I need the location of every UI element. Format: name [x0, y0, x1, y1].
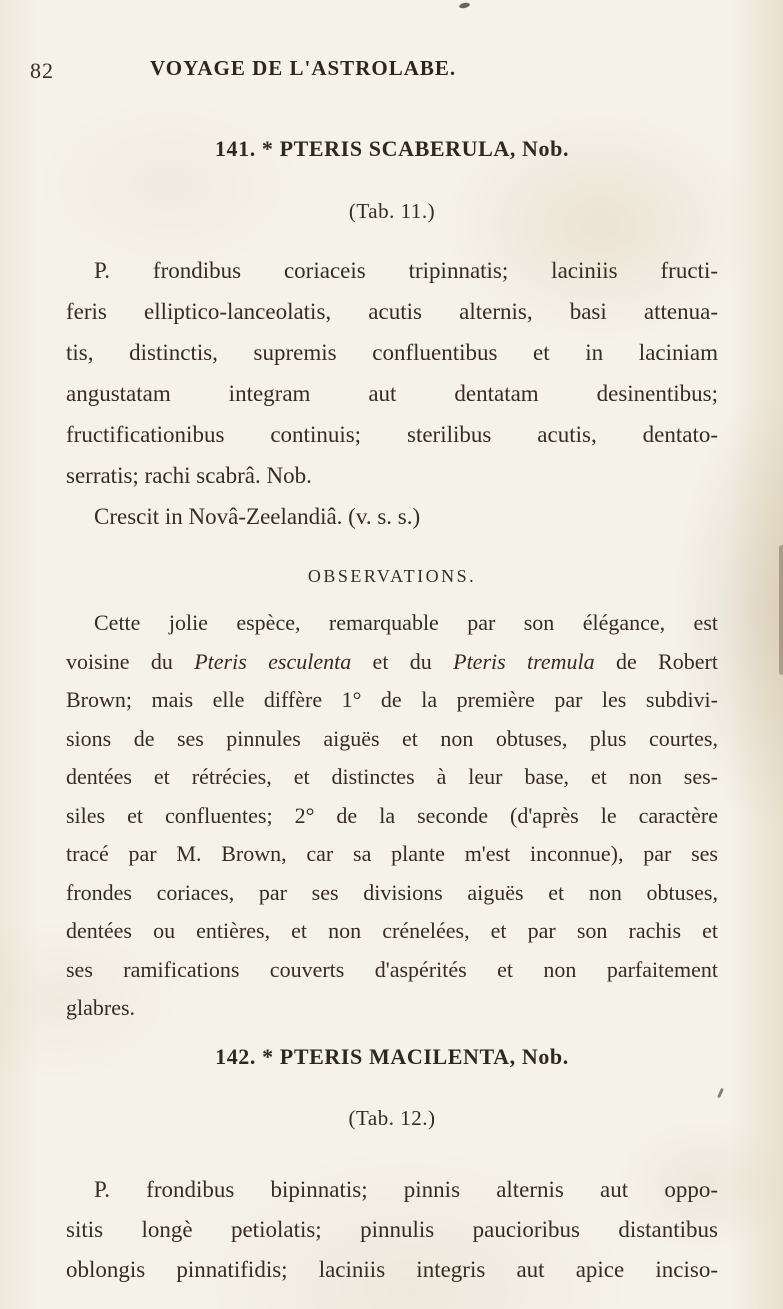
text-line [66, 643, 718, 682]
paper-speck [459, 2, 471, 9]
text-line: siles et confluentes; 2° de la seconde (d'après le caractère [66, 802, 718, 828]
species-141-heading: 141. * PTERIS SCABERULA, Nob. [214, 136, 570, 161]
running-header [0, 56, 783, 88]
species-142-heading: 142. * PTERIS MACILENTA, Nob. [215, 1044, 569, 1069]
text-line: feris elliptico-lanceolatis, acutis alternis, basi attenua- [66, 299, 718, 324]
species-name-italic: Pteris esculenta [194, 648, 352, 674]
text-line: P. frondibus coriaceis tripinnatis; laciniis fructi- [94, 258, 718, 283]
scan-edge-shadow [779, 545, 783, 675]
text-line: frondes coriaces, par ses divisions aiguës et non obtuses, [66, 879, 718, 905]
species-name-italic: Pteris tremula [453, 648, 595, 674]
species-141-plate-ref: (Tab. 11.) [348, 199, 436, 223]
observations-paragraph [66, 604, 718, 1028]
text-line: glabres. [66, 995, 136, 1020]
text-line: Brown; mais elle diffère 1° de la première par les subdivi- [66, 687, 718, 712]
species-142-plate-ref: (Tab. 12.) [348, 1106, 436, 1130]
text-line: dentées ou entières, et non crénelées, et par son rachis et [66, 918, 718, 943]
species-142-description [66, 1170, 718, 1290]
observations-heading: OBSERVATIONS. [307, 566, 477, 586]
text-line: oblongis pinnatifidis; laciniis integris aut apice inciso- [66, 1257, 718, 1282]
text-line: serratis; rachi scabrâ. Nob. [66, 463, 312, 488]
text-segment: voisine du [66, 648, 195, 674]
text-line: sitis longè petiolatis; pinnulis paucioribus distantibus [66, 1217, 718, 1242]
text-line: Cette jolie espèce, remarquable par son élégance, est [94, 610, 718, 635]
text-line: dentées et rétrécies, et distinctes à leur base, et non ses- [66, 764, 718, 789]
species-141-description [66, 250, 718, 537]
text-line: P. frondibus bipinnatis; pinnis alternis aut oppo- [94, 1177, 718, 1202]
text-line: sions de ses pinnules aiguës et non obtuses, plus courtes, [66, 725, 718, 751]
text-line: angustatam integram aut dentatam desinentibus; [66, 381, 718, 406]
page-number: 82 [30, 58, 54, 83]
text-segment: et du [351, 648, 454, 674]
paper-tick-mark [717, 1088, 724, 1098]
running-title: VOYAGE DE L'ASTROLABE. [150, 56, 457, 80]
text-line: tis, distinctis, supremis confluentibus et in laciniam [66, 340, 718, 365]
habitat-line: Crescit in Novâ-Zeelandiâ. (v. s. s.) [94, 504, 421, 529]
text-line: ses ramifications couverts d'aspérités et non parfaitement [66, 956, 718, 982]
text-segment: de Robert [594, 648, 718, 674]
text-line: fructificationibus continuis; sterilibus acutis, dentato- [66, 422, 718, 447]
text-line: tracé par M. Brown, car sa plante m'est inconnue), par ses [66, 841, 718, 866]
